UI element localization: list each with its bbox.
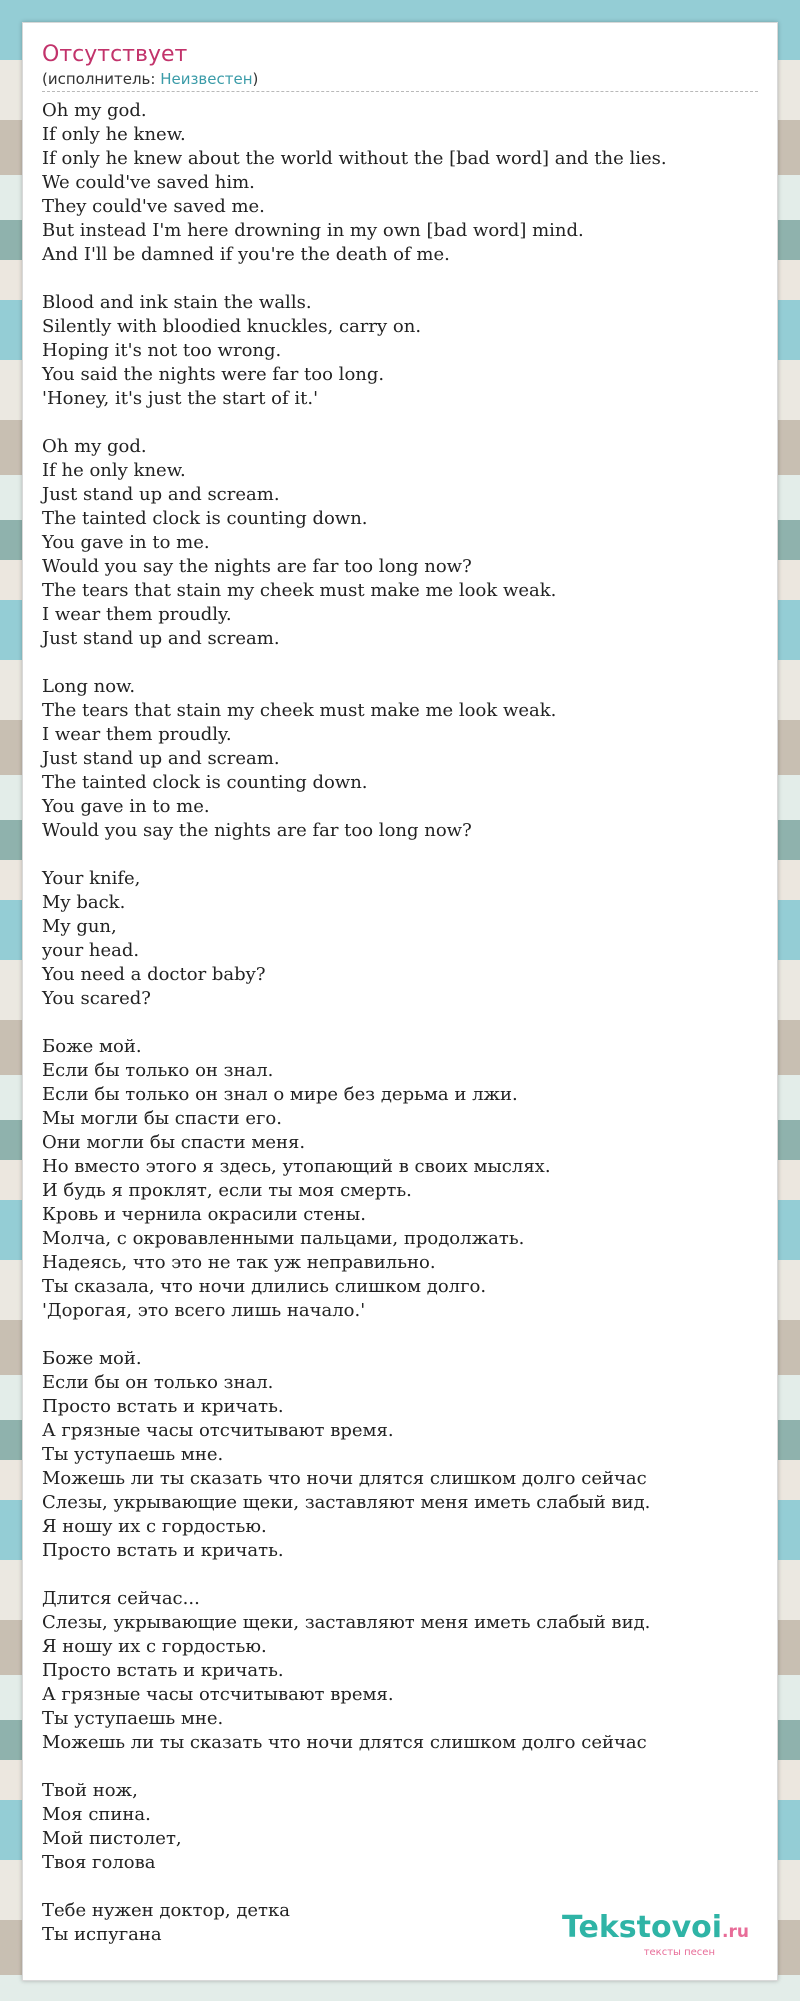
song-title: Отсутствует (42, 42, 188, 67)
artist-suffix: ) (252, 70, 259, 88)
artist-link[interactable]: Неизвестен (160, 70, 253, 88)
logo-wordmark (562, 1912, 749, 1948)
divider (42, 91, 758, 92)
lyrics-text: Oh my god. If only he knew. If only he knew about the world without the [bad word] and the lies. We could've saved him. They could've saved me. But instead I'm here drowning in my own [bad word] mind. And I'll be damned if you're the death of me. Blood and ink stain the walls. Silently with bloodied knuckles, carry on. Hoping it's not too wrong. You said the nights were far too long. 'Honey, it's just the start of it.' Oh my god. If he only knew. Just stand up and scream. The tainted clock is counting down. You gave in to me. Would you say the nights are far too long now? The tears that stain my cheek must make me look weak. I wear them proudly. Just stand up and scream. Long now. The tears that stain my cheek must make me look weak. I wear them proudly. Just stand up and scream. The tainted clock is counting down. You gave in to me. Would you say the nights are far too long now? Your knife, My back. My gun, your head. You need a doctor baby? You scared? Боже мой. Если бы только он знал. Если бы только он знал о мире без дерьма и лжи. Мы могли бы спасти его. Они могли бы спасти меня. Но вместо этого я здесь, утопающий в своих мыслях. И будь я проклят, если ты моя смерть. Кровь и чернила окрасили стены. Молча, с окровавленными пальцами, продолжать. Надеясь, что это не так уж неправильно. Ты сказала, что ночи длились слишком долго. 'Дорогая, это всего лишь начало.' Боже мой. Если бы он только знал. Просто встать и кричать. А грязные часы отсчитывают время. Ты уступаешь мне. Можешь ли ты сказать что ночи длятся слишком долго сейчас Слезы, укрывающие щеки, заставляют меня иметь слабый вид. Я ношу их с гордостью. Просто встать и кричать. Длится сейчас... Слезы, укрывающие щеки, заставляют меня иметь слабый вид. Я ношу их с гордостью. Просто встать и кричать. А грязные часы отсчитывают время. Ты уступаешь мне. Можешь ли ты сказать что ночи длятся слишком долго сейчас Твой нож, Моя спина. Мой пистолет, Твоя голова Тебе нужен доктор, детка Ты испугана (42, 100, 667, 1945)
logo-tld: .ru (722, 1922, 749, 1942)
site-logo[interactable] (562, 1912, 749, 1958)
lyrics-card (22, 22, 778, 1981)
artist-line (42, 70, 258, 88)
artist-prefix: (исполнитель: (42, 70, 161, 88)
logo-tagline: тексты песен (643, 1947, 715, 1958)
logo-name: Tekstovoi (562, 1910, 723, 1945)
